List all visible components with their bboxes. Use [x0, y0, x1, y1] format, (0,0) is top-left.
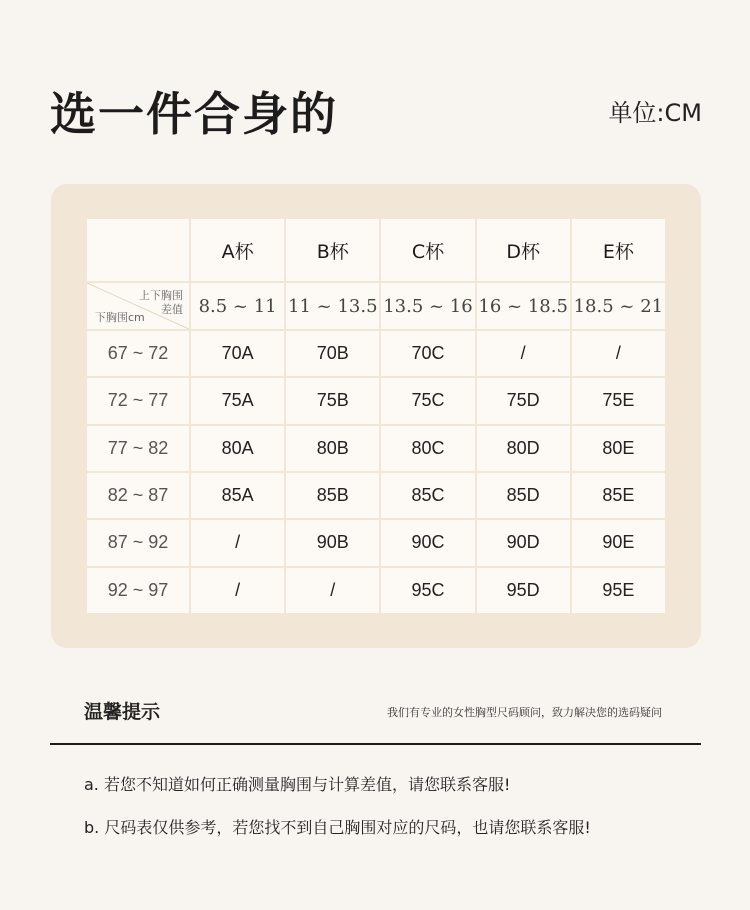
size-cell: 80C: [380, 425, 475, 472]
size-cell: 80B: [285, 425, 380, 472]
cup-header: E杯: [571, 218, 666, 282]
size-cell: 90D: [476, 519, 571, 566]
underbust-range: 72 ~ 77: [86, 377, 190, 424]
cup-header: C杯: [380, 218, 475, 282]
size-cell: 85A: [190, 472, 285, 519]
size-cell: /: [190, 567, 285, 614]
cup-header: D杯: [476, 218, 571, 282]
size-cell: 85B: [285, 472, 380, 519]
divider: [50, 743, 701, 745]
size-cell: /: [571, 330, 666, 377]
tip-item: a. 若您不知道如何正确测量胸围与计算差值，请您联系客服!: [84, 775, 511, 794]
table-row: [86, 330, 666, 377]
size-cell: 90B: [285, 519, 380, 566]
size-cell: 75D: [476, 377, 571, 424]
tips-note: 我们有专业的女性胸型尺码顾问，致力解决您的选码疑问: [387, 706, 662, 719]
table-row: [86, 425, 666, 472]
diff-header: 8.5 ~ 11: [190, 282, 285, 330]
diff-header: 18.5 ~ 21: [571, 282, 666, 330]
diff-header: 13.5 ~ 16: [380, 282, 475, 330]
table-row: [86, 472, 666, 519]
corner-cell: [86, 218, 190, 282]
diff-header-row: [86, 282, 666, 330]
underbust-range: 87 ~ 92: [86, 519, 190, 566]
size-cell: 70C: [380, 330, 475, 377]
cup-header: A杯: [190, 218, 285, 282]
cup-header: B杯: [285, 218, 380, 282]
table-row: [86, 567, 666, 614]
diff-axis-label-line1: 上下胸围: [139, 289, 183, 302]
size-cell: 80A: [190, 425, 285, 472]
size-cell: 75E: [571, 377, 666, 424]
size-cell: /: [285, 567, 380, 614]
size-cell: 85E: [571, 472, 666, 519]
size-cell: 95D: [476, 567, 571, 614]
diff-axis-label: [139, 289, 183, 317]
table-row: [86, 519, 666, 566]
diff-axis-label-line2: 差值: [161, 303, 183, 316]
size-cell: 75C: [380, 377, 475, 424]
size-cell: 70B: [285, 330, 380, 377]
size-cell: 75A: [190, 377, 285, 424]
table-row: [86, 377, 666, 424]
size-cell: /: [476, 330, 571, 377]
diff-header: 11 ~ 13.5: [285, 282, 380, 330]
underbust-axis-label: 下胸围cm: [95, 311, 145, 324]
size-table: [85, 217, 667, 615]
page-title: 选一件合身的: [50, 87, 338, 141]
unit-label: 单位:CM: [608, 99, 702, 127]
underbust-range: 67 ~ 72: [86, 330, 190, 377]
size-cell: /: [190, 519, 285, 566]
underbust-range: 82 ~ 87: [86, 472, 190, 519]
size-cell: 95C: [380, 567, 475, 614]
size-cell: 85D: [476, 472, 571, 519]
size-cell: 90C: [380, 519, 475, 566]
size-cell: 90E: [571, 519, 666, 566]
size-cell: 75B: [285, 377, 380, 424]
diff-header: 16 ~ 18.5: [476, 282, 571, 330]
size-cell: 80E: [571, 425, 666, 472]
cup-header-row: [86, 218, 666, 282]
size-cell: 85C: [380, 472, 475, 519]
size-cell: 95E: [571, 567, 666, 614]
size-cell: 80D: [476, 425, 571, 472]
diagonal-header-cell: [86, 282, 190, 330]
size-cell: 70A: [190, 330, 285, 377]
underbust-range: 77 ~ 82: [86, 425, 190, 472]
tips-title: 温馨提示: [84, 701, 161, 723]
tip-item: b. 尺码表仅供参考，若您找不到自己胸围对应的尺码，也请您联系客服!: [84, 818, 591, 837]
underbust-range: 92 ~ 97: [86, 567, 190, 614]
size-chart-panel: [51, 184, 701, 648]
